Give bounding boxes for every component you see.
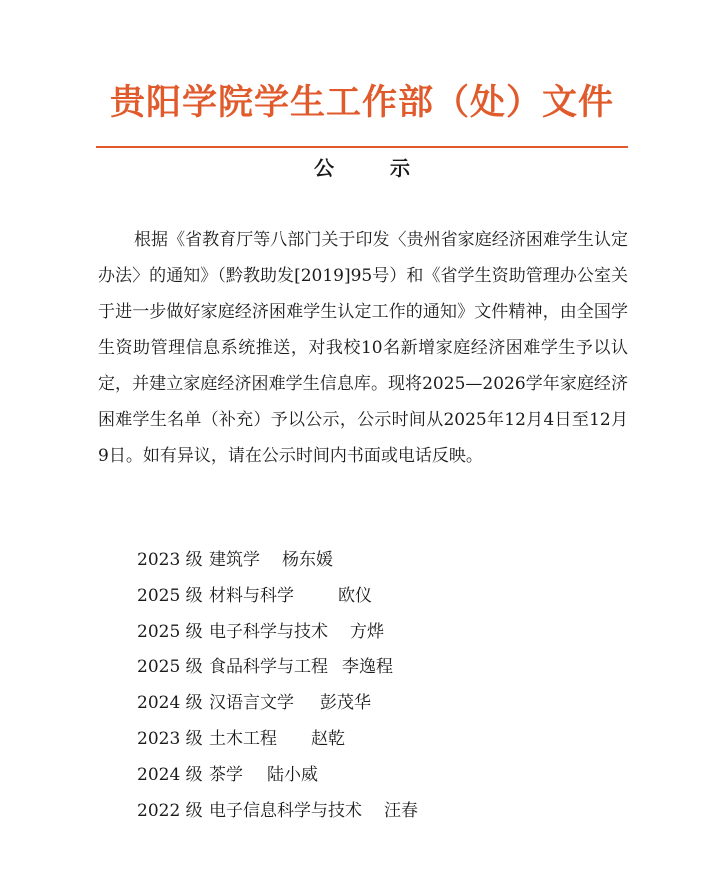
student-major: 建筑学 bbox=[209, 550, 260, 570]
student-major: 汉语言文学 bbox=[209, 693, 294, 714]
student-grade: 2022 级 bbox=[137, 800, 203, 821]
student-grade: 2024 级 bbox=[137, 693, 203, 714]
notice-title: 公 示 bbox=[314, 156, 428, 180]
list-item bbox=[137, 543, 418, 579]
student-grade: 2023 级 bbox=[137, 728, 203, 749]
student-name: 汪春 bbox=[384, 800, 418, 821]
list-item bbox=[137, 758, 418, 794]
student-major: 茶学 bbox=[209, 764, 243, 785]
student-name: 陆小威 bbox=[267, 764, 318, 785]
student-name: 赵乾 bbox=[311, 728, 345, 749]
student-grade: 2025 级 bbox=[137, 657, 203, 678]
list-item bbox=[137, 615, 418, 651]
document-header-title: 贵阳学院学生工作部（处）文件 bbox=[109, 82, 614, 123]
student-major: 材料与科学 bbox=[209, 585, 294, 606]
list-item bbox=[137, 579, 418, 615]
list-item bbox=[137, 722, 418, 758]
student-major: 电子信息科学与技术 bbox=[209, 800, 362, 821]
student-name: 欧仪 bbox=[338, 585, 372, 606]
student-major: 食品科学与工程 bbox=[209, 657, 328, 678]
student-grade: 2025 级 bbox=[137, 621, 203, 642]
notice-paragraph: 根据《省教育厅等八部门关于印发〈贵州省家庭经济困难学生认定办法〉的通知》（黔教助发[2019]95号）和《省学生资助管理办公室关于进一步做好家庭经济困难学生认定工作的通知》文件精神，由全国学生资助管理信息系统推送，对我校10名新增家庭经济困难学生予以认定，并建立家庭经济困难学生信息库。现将2025—2026学年家庭经济困难学生名单（补充）予以公示，公示时间从2025年12月4日至12月9日。如有异议，请在公示时间内书面或电话反映。 bbox=[98, 230, 628, 466]
list-item bbox=[137, 686, 418, 722]
list-item bbox=[137, 794, 418, 830]
student-major: 土木工程 bbox=[209, 728, 277, 749]
list-item bbox=[137, 650, 418, 686]
student-name: 方烨 bbox=[350, 621, 384, 642]
student-name: 李逸程 bbox=[342, 657, 393, 678]
student-major: 电子科学与技术 bbox=[209, 621, 328, 642]
header-divider bbox=[96, 146, 628, 148]
student-name: 彭茂华 bbox=[320, 693, 371, 714]
student-grade: 2025 级 bbox=[137, 585, 203, 606]
student-name: 杨东媛 bbox=[282, 550, 333, 570]
student-grade: 2023 级 bbox=[137, 550, 203, 570]
student-grade: 2024 级 bbox=[137, 764, 203, 785]
student-list bbox=[137, 543, 418, 829]
